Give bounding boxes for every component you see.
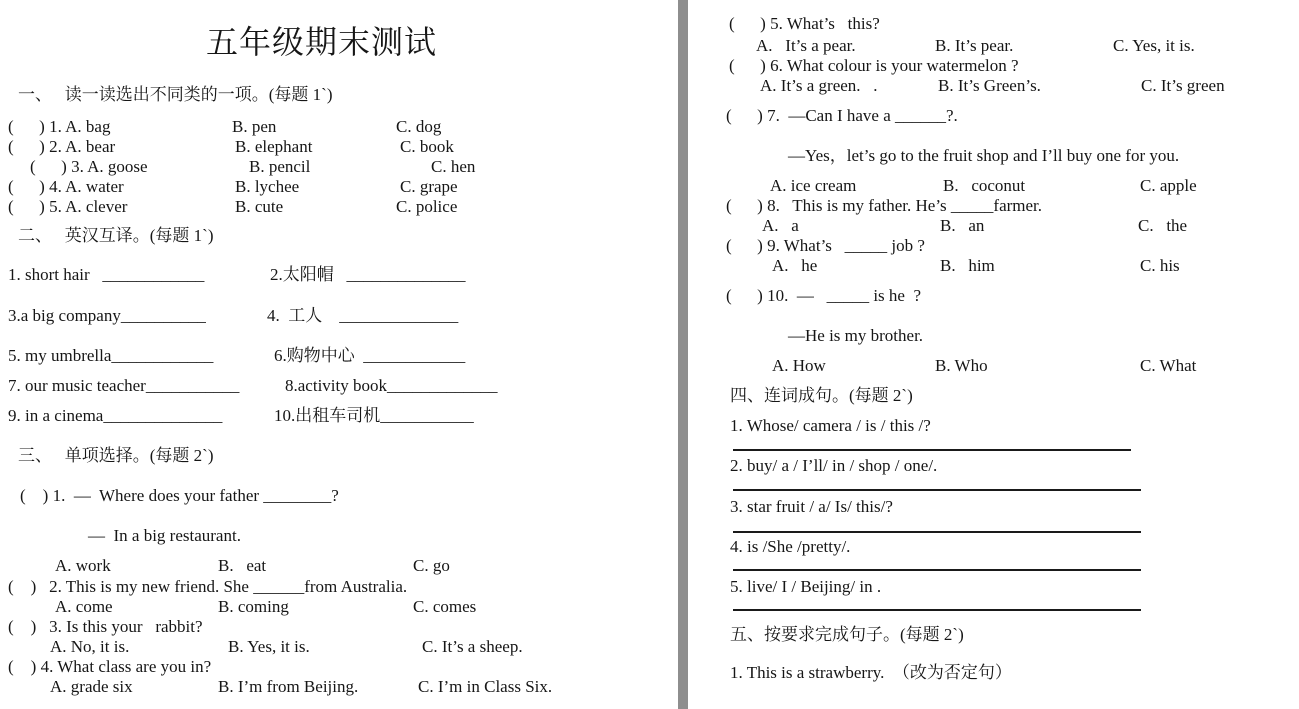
answer-line-2 [733, 489, 1141, 491]
s2-row1-right: 2.太阳帽 ______________ [270, 265, 466, 284]
s4-item-5: 5. live/ I / Beijing/ in . [730, 577, 882, 596]
answer-line-4 [733, 569, 1141, 571]
s3-q4-option-b: B. I’m from Beijing. [218, 677, 359, 696]
s3-q8: ( ) 8. This is my father. He’s _____farmer. [726, 196, 1043, 215]
s2-row2-right: 4. 工人 ______________ [267, 306, 459, 325]
s3-q9-option-b: B. him [940, 256, 995, 275]
s3-q10-answer: —He is my brother. [788, 326, 924, 345]
s1-row2-a: ( ) 2. A. bear [8, 137, 116, 156]
exam-title: 五年级期末测试 [206, 24, 438, 60]
s3-q1-option-c: C. go [413, 556, 450, 575]
s3-q6-option-c: C. It’s green [1141, 76, 1225, 95]
s3-q4: ( ) 4. What class are you in? [8, 657, 212, 676]
s4-item-4: 4. is /She /pretty/. [730, 537, 851, 556]
s5-item-1: 1. This is a strawberry. （改为否定句） [730, 663, 1012, 682]
s3-q9-option-c: C. his [1140, 256, 1180, 275]
s4-item-3: 3. star fruit / a/ Is/ this/? [730, 497, 893, 516]
s3-q1-answer: — In a big restaurant. [88, 526, 241, 545]
s1-row4-b: B. lychee [235, 177, 300, 196]
s3-q6: ( ) 6. What colour is your watermelon ? [729, 56, 1019, 75]
s2-row5-right: 10.出租车司机___________ [274, 406, 474, 425]
s3-q5: ( ) 5. What’s this? [729, 14, 880, 33]
s1-row2-c: C. book [400, 137, 454, 156]
s1-row3-a: ( ) 3. A. goose [30, 157, 148, 176]
section-2-header: 二、 英汉互译。(每题 1`) [18, 226, 214, 245]
s3-q2-option-a: A. come [55, 597, 113, 616]
s3-q10-option-a: A. How [772, 356, 826, 375]
s3-q8-option-c: C. the [1138, 216, 1188, 235]
s1-row5-c: C. police [396, 197, 458, 216]
answer-line-3 [733, 531, 1141, 533]
s3-q5-option-b: B. It’s pear. [935, 36, 1014, 55]
s3-q2-option-b: B. coming [218, 597, 289, 616]
s3-q9-option-a: A. he [772, 256, 818, 275]
s2-row3-left: 5. my umbrella____________ [8, 346, 214, 365]
section-1-header: 一、 读一读选出不同类的一项。(每题 1`) [18, 85, 333, 104]
s2-row1-left: 1. short hair ____________ [8, 265, 205, 284]
s3-q10: ( ) 10. — _____ is he ? [726, 286, 922, 305]
section-3-header: 三、 单项选择。(每题 2`) [18, 446, 214, 465]
s3-q10-option-b: B. Who [935, 356, 988, 375]
s2-row5-left: 9. in a cinema______________ [8, 406, 223, 425]
s3-q9: ( ) 9. What’s _____ job ? [726, 236, 925, 255]
s3-q3-option-b: B. Yes, it is. [228, 637, 310, 656]
section-5-header: 五、按要求完成句子。(每题 2`) [730, 625, 964, 644]
s3-q5-option-a: A. It’s a pear. [756, 36, 856, 55]
s3-q1-option-b: B. eat [218, 556, 267, 575]
s3-q1-option-a: A. work [55, 556, 111, 575]
s1-row3-c: C. hen [431, 157, 476, 176]
s3-q7-option-b: B. coconut [943, 176, 1026, 195]
s3-q6-option-a: A. It’s a green. . [760, 76, 878, 95]
s1-row3-b: B. pencil [249, 157, 311, 176]
page-divider [678, 0, 688, 709]
page-2 [688, 0, 1299, 709]
answer-line-5 [733, 609, 1141, 611]
s2-row4-right: 8.activity book_____________ [285, 376, 498, 395]
s3-q6-option-b: B. It’s Green’s. [938, 76, 1041, 95]
s2-row2-left: 3.a big company__________ [8, 306, 206, 325]
s1-row1-c: C. dog [396, 117, 442, 136]
s4-item-2: 2. buy/ a / I’ll/ in / shop / one/. [730, 456, 938, 475]
s3-q8-option-b: B. an [940, 216, 985, 235]
s1-row1-b: B. pen [232, 117, 277, 136]
s2-row3-right: 6.购物中心 ____________ [274, 346, 466, 365]
s4-item-1: 1. Whose/ camera / is / this /? [730, 416, 931, 435]
s3-q5-option-c: C. Yes, it is. [1113, 36, 1195, 55]
s3-q7-option-a: A. ice cream [770, 176, 857, 195]
s3-q4-option-a: A. grade six [50, 677, 133, 696]
s3-q3-option-c: C. It’s a sheep. [422, 637, 523, 656]
s3-q10-option-c: C. What [1140, 356, 1197, 375]
s3-q2-option-c: C. comes [413, 597, 477, 616]
s1-row4-c: C. grape [400, 177, 458, 196]
s3-q8-option-a: A. a [762, 216, 799, 235]
s3-q3-option-a: A. No, it is. [50, 637, 130, 656]
s3-q7-answer: —Yes，let’s go to the fruit shop and I’ll buy one for you. [788, 146, 1180, 165]
answer-line-1 [733, 449, 1131, 451]
s3-q2: ( ) 2. This is my new friend. She ______from Australia. [8, 577, 408, 596]
s2-row4-left: 7. our music teacher___________ [8, 376, 240, 395]
s3-q1: ( ) 1. — Where does your father ________? [20, 486, 339, 505]
s3-q7-option-c: C. apple [1140, 176, 1197, 195]
s3-q7: ( ) 7. —Can I have a ______?. [726, 106, 958, 125]
s3-q4-option-c: C. I’m in Class Six. [418, 677, 553, 696]
s1-row5-a: ( ) 5. A. clever [8, 197, 128, 216]
s1-row4-a: ( ) 4. A. water [8, 177, 124, 196]
s1-row1-a: ( ) 1. A. bag [8, 117, 111, 136]
s1-row2-b: B. elephant [235, 137, 313, 156]
s1-row5-b: B. cute [235, 197, 284, 216]
s3-q3: ( ) 3. Is this your rabbit? [8, 617, 203, 636]
section-4-header: 四、连词成句。(每题 2`) [730, 386, 913, 405]
